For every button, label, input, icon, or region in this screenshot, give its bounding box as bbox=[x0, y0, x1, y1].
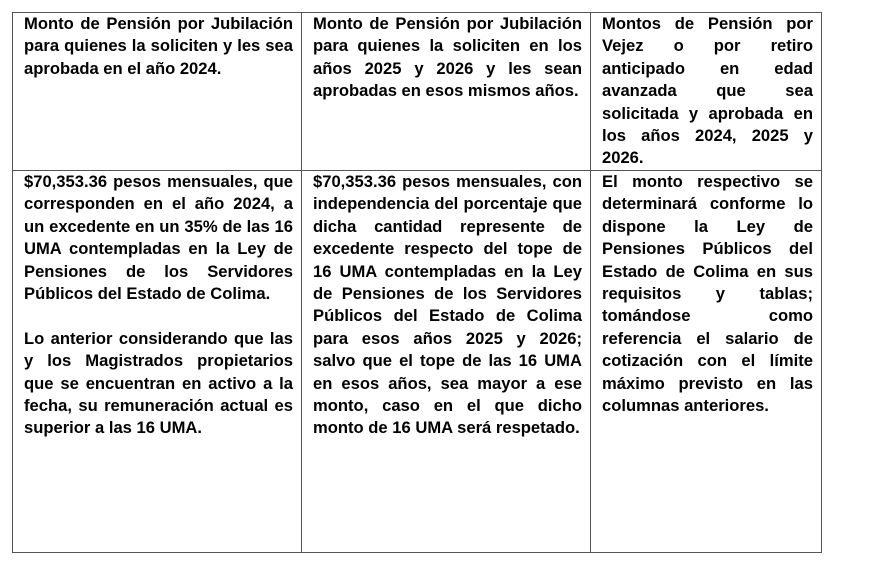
header-cell-vejez-retiro-anticipado bbox=[591, 13, 822, 171]
header-cell-jubilacion-2025-2026 bbox=[302, 13, 591, 171]
header-text: Monto de Pensión por Jubilación para quienes la soliciten y les sea aprobada en el año 2024. bbox=[24, 14, 293, 78]
cell-jubilacion-2025-2026 bbox=[302, 171, 591, 553]
cell-paragraph: $70,353.36 pesos mensuales, con independencia del porcentaje que dicha cantidad represente de excedente respecto del tope de 16 UMA contempladas en la Ley de Pensiones de los Servidores Públicos del Estado de Colima para esos años 2025 y 2026; salvo que el tope de las 16 UMA en esos años, sea mayor a ese monto, caso en el que dicho monto de 16 UMA será respetado. bbox=[313, 172, 582, 438]
cell-paragraph: Lo anterior considerando que las y los Magistrados propietarios que se encuentran en activo a la fecha, su remuneración actual es superior a las 16 UMA. bbox=[24, 328, 293, 438]
header-text: Montos de Pensión por Vejez o por retiro anticipado en edad avanzada que sea solicitada y aprobada en los años 2024, 2025 y 2026. bbox=[602, 14, 813, 168]
cell-paragraph: $70,353.36 pesos mensuales, que corresponden en el año 2024, a un excedente en un 35% de las 16 UMA contempladas en la Ley de Pensiones de los Servidores Públicos del Estado de Colima. bbox=[24, 172, 293, 304]
pension-table bbox=[12, 12, 822, 553]
cell-jubilacion-2024 bbox=[13, 171, 302, 553]
cell-paragraph: El monto respectivo se determinará conforme lo dispone la Ley de Pensiones Públicos del Estado de Colima en sus requisitos y tablas; tomándose como referencia el salario de cotización con el límite máximo previsto en las columnas anteriores. bbox=[602, 172, 813, 416]
header-cell-jubilacion-2024 bbox=[13, 13, 302, 171]
table-row bbox=[13, 171, 822, 553]
table-header-row bbox=[13, 13, 822, 171]
cell-vejez-retiro-anticipado bbox=[591, 171, 822, 553]
header-text: Monto de Pensión por Jubilación para quienes la soliciten en los años 2025 y 2026 y les sean aprobadas en esos mismos años. bbox=[313, 14, 582, 101]
